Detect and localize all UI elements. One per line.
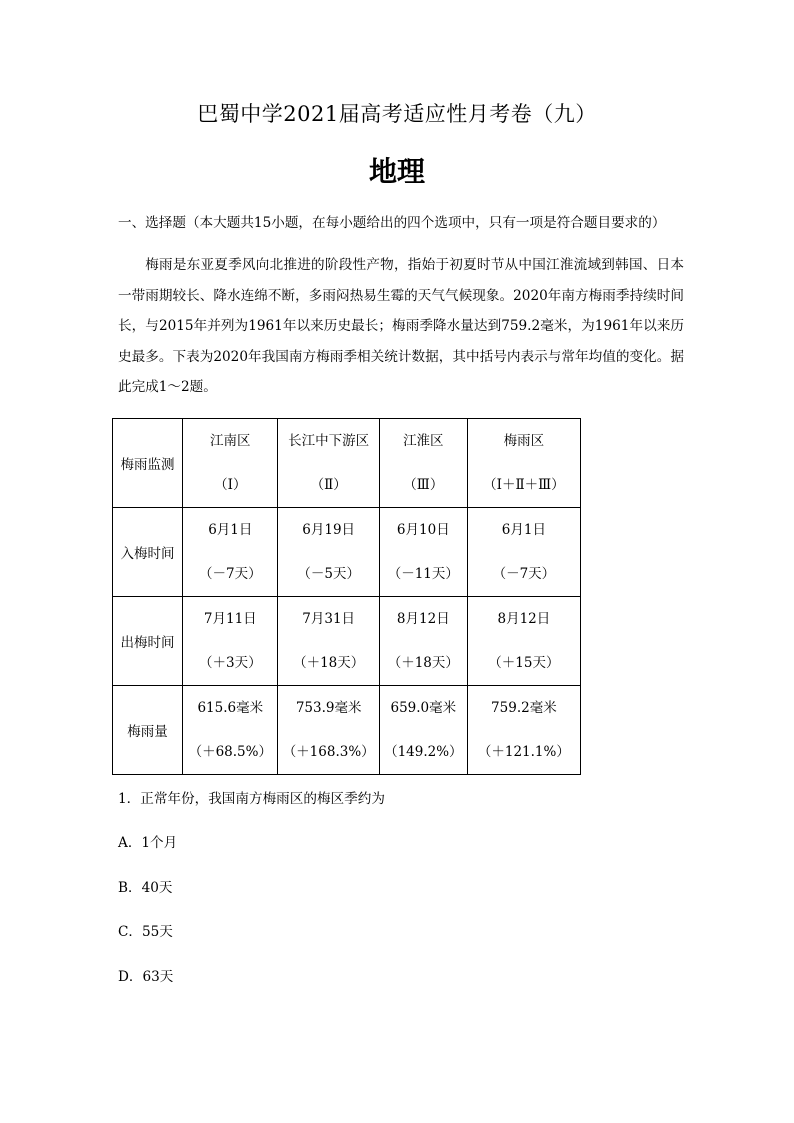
cell-value: 753.9毫米 <box>295 700 362 716</box>
table-cell <box>278 508 379 597</box>
subject-title: 地理 <box>368 155 425 188</box>
cell-value: 7月31日 <box>302 611 356 627</box>
cell-value: 8月12日 <box>497 611 551 627</box>
meiyu-statistics-table <box>112 418 581 775</box>
cell-value: 8月12日 <box>396 611 450 627</box>
row-label: 梅雨量 <box>113 686 183 775</box>
column-name: 梅雨区 <box>503 433 545 449</box>
option-c[interactable]: C．55天 <box>118 924 173 940</box>
cell-change: （＋15天） <box>488 655 560 671</box>
cell-change: （＋18天） <box>293 655 365 671</box>
cell-change: （149.2%） <box>384 744 463 760</box>
header-label: 梅雨监测 <box>120 457 175 473</box>
reading-passage: 梅雨是东亚夏季风向北推进的阶段性产物，指始于初夏时节从中国江淮流域到韩国、日本一带雨期较长、降水连绵不断，多雨闷热易生霉的天气气候现象。2020年南方梅雨季持续时间长，与2015年并列为1961年以来历史最长；梅雨季降水量达到759.2毫米，为1961年以来历史最多。下表为2020年我国南方梅雨季相关统计数据，其中括号内表示与常年均值的变化。据此完成1～2题。 <box>118 257 684 395</box>
table-cell <box>379 686 467 775</box>
table-cell <box>278 597 379 686</box>
column-name: 江淮区 <box>403 433 444 449</box>
cell-value: 6月1日 <box>208 522 253 538</box>
exam-title: 巴蜀中学2021届高考适应性月考卷（九） <box>197 102 597 126</box>
table-cell <box>379 597 467 686</box>
cell-change: （＋18天） <box>387 655 459 671</box>
table-cell <box>183 597 278 686</box>
section-heading: 一、选择题（本大题共15小题，在每小题给出的四个选项中，只有一项是符合题目要求的） <box>118 215 666 231</box>
cell-change: （－7天） <box>198 566 262 582</box>
table-cell <box>183 508 278 597</box>
column-header <box>379 419 467 508</box>
column-name: 江南区 <box>210 433 251 449</box>
cell-value: 7月11日 <box>203 611 257 627</box>
column-header <box>183 419 278 508</box>
cell-value: 615.6毫米 <box>197 700 264 716</box>
cell-value: 6月10日 <box>396 522 450 538</box>
cell-value: 6月1日 <box>501 522 546 538</box>
table-row <box>113 597 581 686</box>
table-cell <box>467 686 580 775</box>
table-cell <box>278 686 379 775</box>
row-label: 出梅时间 <box>113 597 183 686</box>
column-name: 长江中下游区 <box>288 433 370 449</box>
table-row <box>113 508 581 597</box>
column-code: （Ⅰ＋Ⅱ＋Ⅲ） <box>483 477 565 493</box>
cell-change: （＋121.1%） <box>477 744 570 760</box>
table-corner-label <box>113 419 183 508</box>
column-code: （Ⅲ） <box>403 477 444 493</box>
column-header <box>278 419 379 508</box>
option-d[interactable]: D．63天 <box>118 969 174 985</box>
row-label: 入梅时间 <box>113 508 183 597</box>
option-b[interactable]: B．40天 <box>118 880 173 896</box>
cell-change: （－11天） <box>387 566 459 582</box>
cell-value: 759.2毫米 <box>491 700 557 716</box>
table-cell <box>467 508 580 597</box>
column-code: （Ⅱ） <box>310 477 347 493</box>
table-cell <box>379 508 467 597</box>
table-row <box>113 686 581 775</box>
table-header-row <box>113 419 581 508</box>
cell-change: （－7天） <box>492 566 556 582</box>
question-stem: 1．正常年份，我国南方梅雨区的梅区季约为 <box>118 791 385 807</box>
table-cell <box>183 686 278 775</box>
cell-change: （＋168.3%） <box>282 744 375 760</box>
cell-change: （－5天） <box>297 566 360 582</box>
cell-change: （＋68.5%） <box>188 744 272 760</box>
column-header <box>467 419 580 508</box>
cell-value: 6月19日 <box>302 522 356 538</box>
column-code: （Ⅰ） <box>214 477 247 493</box>
cell-change: （＋3天） <box>198 655 262 671</box>
table-cell <box>467 597 580 686</box>
option-a[interactable]: A．1个月 <box>118 835 178 851</box>
cell-value: 659.0毫米 <box>390 700 457 716</box>
